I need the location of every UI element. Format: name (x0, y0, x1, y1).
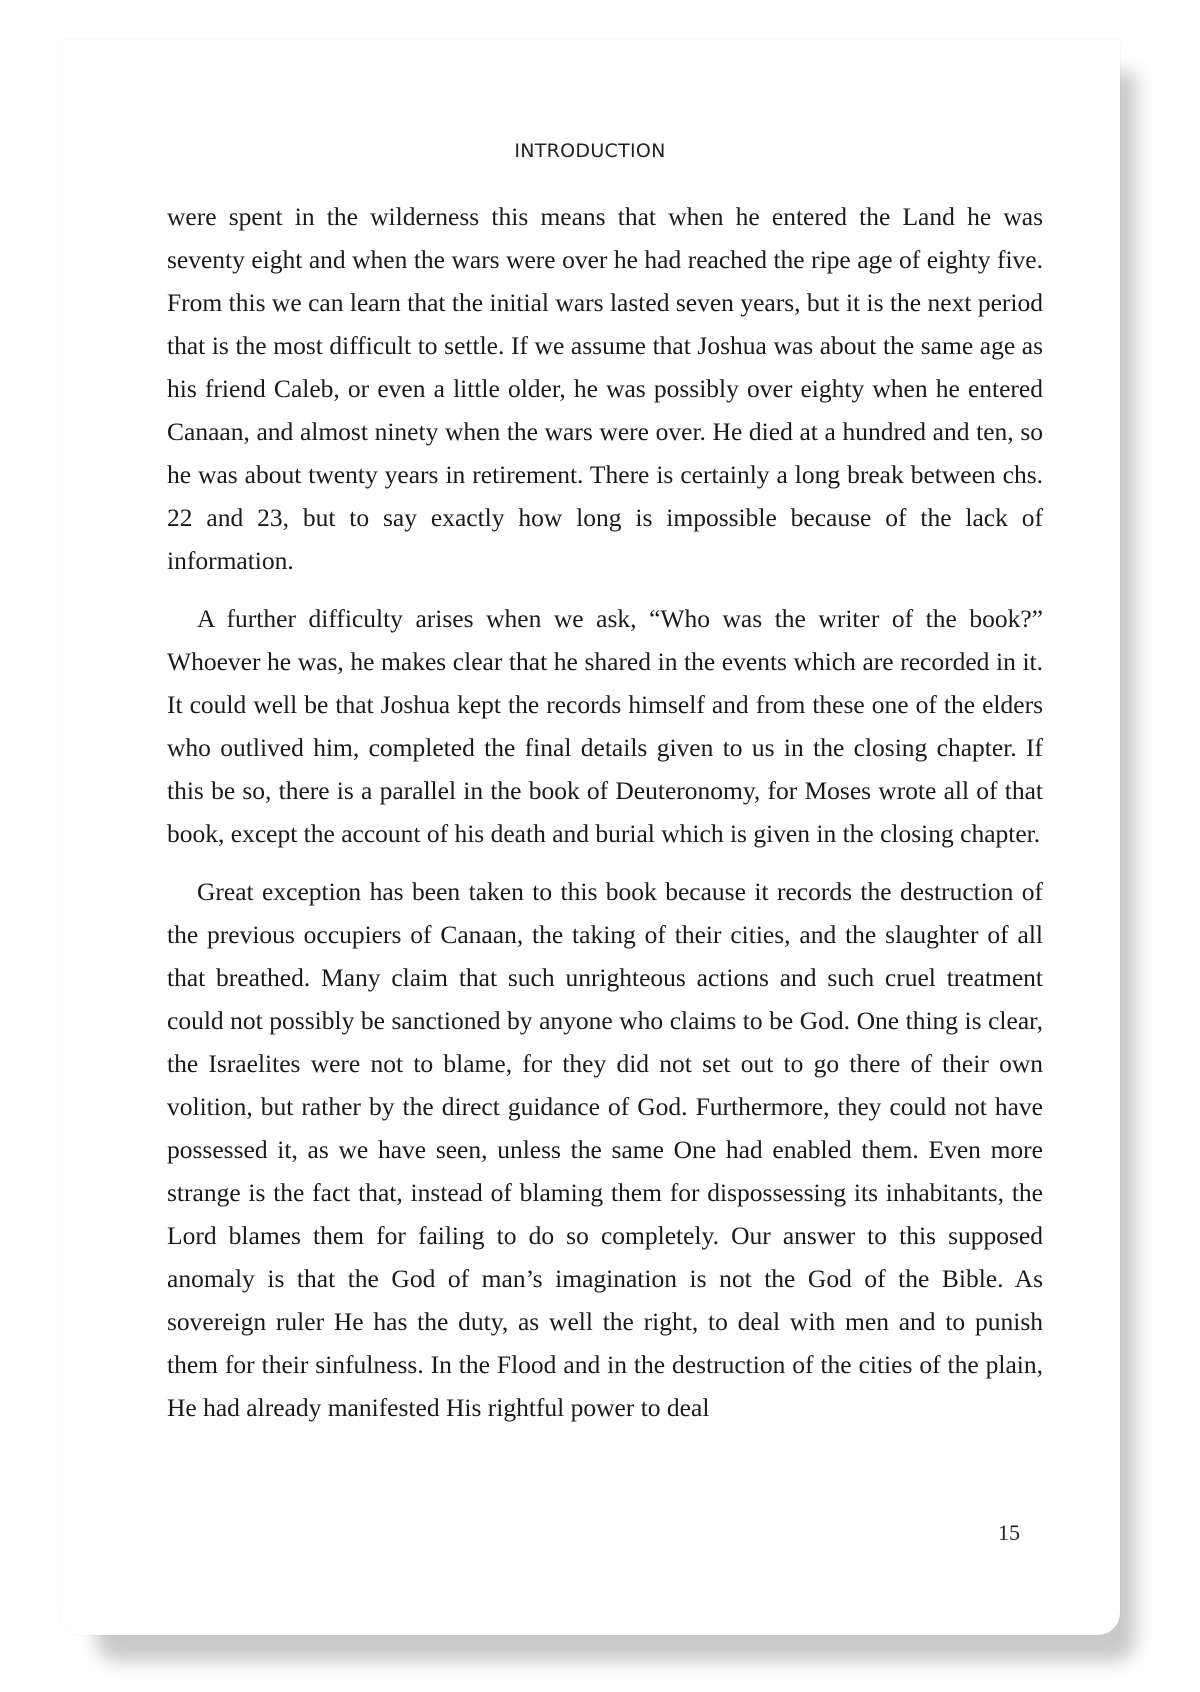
book-page (60, 40, 1120, 1635)
paragraph-authorship: A further difficulty arises when we ask, “Who was the writer of the book?” Whoever he was, he makes clear that he shared in the events which are recorded in it. It could well be that Joshua kept the records himself and from these one of the elders who outlived him, completed the final details given to us in the closing chapter. If this be so, there is a parallel in the book of Deuteronomy, for Moses wrote all of that book, except the account of his death and burial which is given in the closing chapter. (167, 604, 1043, 848)
paragraph-continuation: were spent in the wilderness this means that when he entered the Land he was seventy eight and when the wars were over he had reached the ripe age of eighty five. From this we can learn that the initial wars lasted seven years, but it is the next period that is the most difficult to settle. If we assume that Joshua was about the same age as his friend Caleb, or even a little older, he was possibly over eighty when he entered Canaan, and almost ninety when the wars were over. He died at a hundred and ten, so he was about twenty years in retirement. There is certainly a long break between chs. 22 and 23, but to say exactly how long is impossible because of the lack of information. (167, 202, 1043, 575)
running-head: INTRODUCTION (514, 140, 666, 162)
body-text (167, 195, 1043, 1429)
page-number: 15 (998, 1520, 1020, 1545)
paragraph-destruction: Great exception has been taken to this book because it records the destruction of the previous occupiers of Canaan, the taking of their cities, and the slaughter of all that breathed. Many claim that such unrighteous actions and such cruel treatment could not possibly be sanctioned by anyone who claims to be God. One thing is clear, the Israelites were not to blame, for they did not set out to go there of their own volition, but rather by the direct guidance of God. Furthermore, they could not have possessed it, as we have seen, unless the same One had enabled them. Even more strange is the fact that, instead of blaming them for dispossessing its inhabitants, the Lord blames them for failing to do so completely. Our answer to this supposed anomaly is that the God of man’s imagination is not the God of the Bible. As sovereign ruler He has the duty, as well the right, to deal with men and to punish them for their sinfulness. In the Flood and in the destruction of the cities of the plain, He had already manifested His rightful power to deal (167, 877, 1043, 1422)
